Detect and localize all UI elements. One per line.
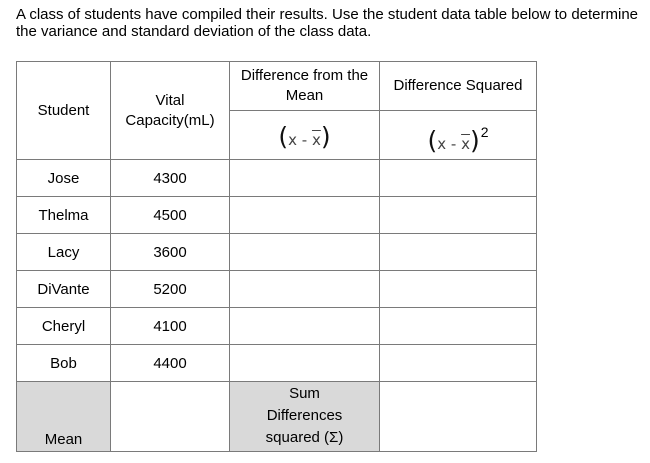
table-row bbox=[17, 308, 537, 345]
student-name: Lacy bbox=[17, 234, 111, 271]
formula-minus: - bbox=[297, 130, 312, 149]
formula-sq-open-paren: ( bbox=[427, 126, 438, 155]
formula-close-paren: ) bbox=[320, 121, 331, 151]
formula-exponent: 2 bbox=[480, 124, 489, 140]
formula-sq-minus: - bbox=[446, 135, 462, 153]
difference-cell[interactable] bbox=[230, 308, 380, 345]
table-row bbox=[17, 271, 537, 308]
formula-difference bbox=[230, 111, 380, 160]
student-name: Cheryl bbox=[17, 308, 111, 345]
difference-squared-cell[interactable] bbox=[380, 160, 537, 197]
vital-capacity-value: 4500 bbox=[111, 197, 230, 234]
header-vital-capacity: Vital Capacity(mL) bbox=[111, 62, 230, 160]
difference-squared-cell[interactable] bbox=[380, 308, 537, 345]
summary-row bbox=[17, 382, 537, 452]
sum-label-line1: Sum bbox=[289, 385, 320, 402]
formula-sq-x: x bbox=[437, 135, 447, 153]
sum-label-line2: Differences bbox=[266, 407, 343, 424]
difference-cell[interactable] bbox=[230, 234, 380, 271]
difference-cell[interactable] bbox=[230, 271, 380, 308]
sum-differences-squared-label bbox=[230, 382, 380, 452]
sum-value-cell[interactable] bbox=[380, 382, 537, 452]
vital-capacity-value: 4100 bbox=[111, 308, 230, 345]
header-difference-from-mean: Difference from the Mean bbox=[230, 62, 380, 111]
vital-capacity-value: 4400 bbox=[111, 345, 230, 382]
header-difference-squared: Difference Squared bbox=[380, 62, 537, 111]
student-name: Bob bbox=[17, 345, 111, 382]
difference-squared-cell[interactable] bbox=[380, 271, 537, 308]
difference-cell[interactable] bbox=[230, 345, 380, 382]
vital-capacity-value: 5200 bbox=[111, 271, 230, 308]
difference-cell[interactable] bbox=[230, 160, 380, 197]
student-name: DiVante bbox=[17, 271, 111, 308]
table-row bbox=[17, 234, 537, 271]
sum-label-line3: squared (Σ) bbox=[265, 429, 344, 446]
vital-capacity-value: 4300 bbox=[111, 160, 230, 197]
student-name: Thelma bbox=[17, 197, 111, 234]
student-name: Jose bbox=[17, 160, 111, 197]
table-row bbox=[17, 197, 537, 234]
instructions-text: A class of students have compiled their results. Use the student data table below to determine the variance and standard deviation of the class data. bbox=[16, 6, 639, 40]
difference-squared-cell[interactable] bbox=[380, 197, 537, 234]
vital-capacity-value: 3600 bbox=[111, 234, 230, 271]
formula-open-paren: ( bbox=[278, 121, 289, 151]
formula-sq-close-paren: ) bbox=[469, 126, 480, 155]
mean-value-cell[interactable] bbox=[111, 382, 230, 452]
difference-cell[interactable] bbox=[230, 197, 380, 234]
formula-xbar: $\overline{x}$ bbox=[311, 130, 321, 149]
difference-squared-cell[interactable] bbox=[380, 345, 537, 382]
formula-difference-squared bbox=[380, 111, 537, 160]
difference-squared-cell[interactable] bbox=[380, 234, 537, 271]
formula-sq-xbar: $\overline{x}$ bbox=[461, 135, 470, 153]
formula-x: x bbox=[288, 130, 298, 149]
mean-label: Mean bbox=[17, 382, 111, 452]
table-row bbox=[17, 160, 537, 197]
table-row bbox=[17, 345, 537, 382]
header-student: Student bbox=[17, 62, 111, 160]
student-data-table bbox=[16, 61, 537, 452]
